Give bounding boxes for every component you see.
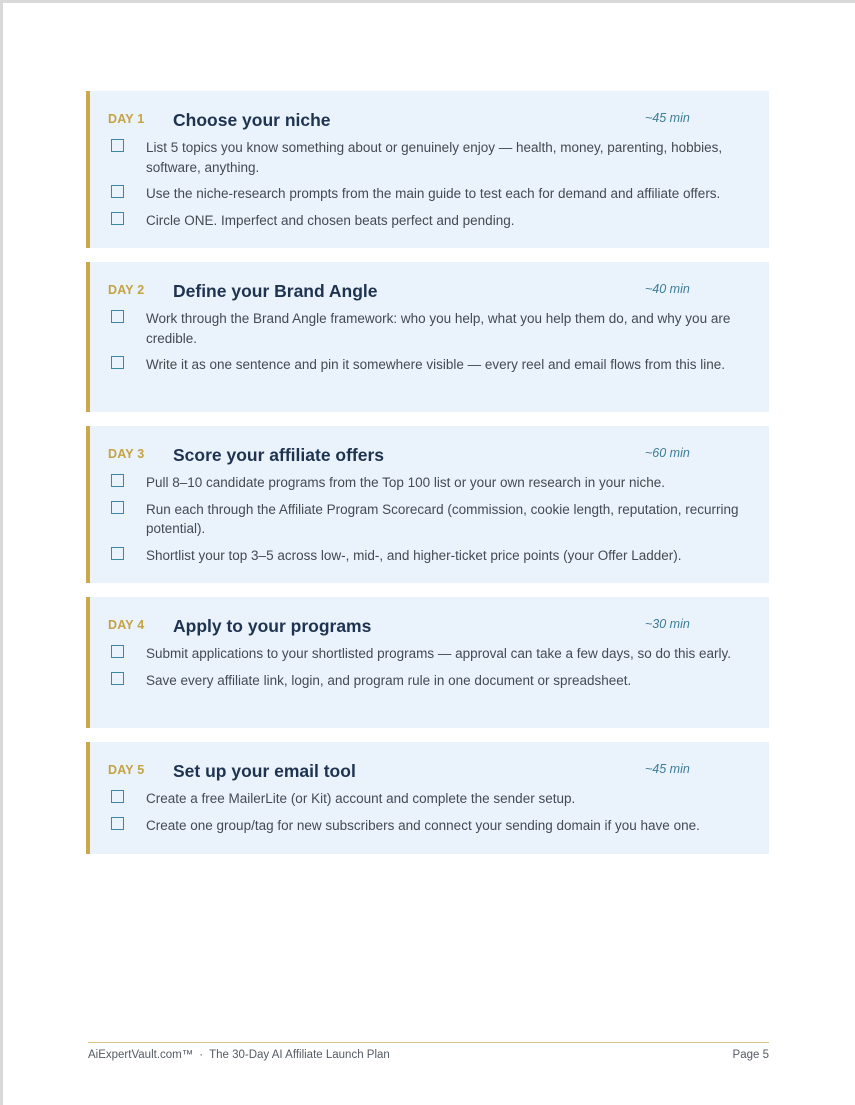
day-label: DAY 2 — [108, 283, 145, 297]
task-text: Pull 8–10 candidate programs from the Top 100 list or your own research in your niche. — [146, 475, 666, 490]
task-text: Create a free MailerLite (or Kit) account and complete the sender setup. — [146, 791, 576, 806]
day-card-5 — [86, 742, 769, 854]
task-text: Shortlist your top 3–5 across low-, mid-, and higher-ticket price points (your Offer Ladder). — [146, 547, 682, 563]
day-label: DAY 1 — [108, 112, 145, 126]
task-checkbox[interactable] — [111, 645, 124, 658]
task-text: Run each through the Affiliate Program Scorecard (commission, cookie length, reputation, recurring potential). — [146, 501, 739, 536]
task-item — [108, 789, 747, 809]
footer-left — [88, 1049, 390, 1061]
task-text: Work through the Brand Angle framework: who you help, what you help them do, and why you are credible. — [146, 311, 731, 346]
day-duration: ~45 min — [645, 111, 690, 125]
day-title: Score your affiliate offers — [173, 445, 385, 465]
day-duration: ~45 min — [645, 762, 690, 776]
day-card-2 — [86, 262, 769, 412]
day-card-4 — [86, 597, 769, 728]
task-text: Submit applications to your shortlisted programs — approval can take a few days, so do this early. — [146, 646, 732, 661]
task-text: Circle ONE. Imperfect and chosen beats perfect and pending. — [146, 212, 515, 228]
task-checkbox[interactable] — [111, 672, 124, 685]
task-checkbox[interactable] — [111, 185, 124, 198]
task-list — [108, 644, 747, 690]
task-checkbox[interactable] — [111, 356, 124, 369]
task-list — [108, 309, 747, 375]
task-checkbox[interactable] — [111, 310, 124, 323]
task-item — [108, 138, 747, 177]
day-duration: ~40 min — [645, 282, 690, 296]
day-title: Set up your email tool — [173, 761, 356, 781]
page-edge-top — [0, 0, 855, 3]
day-label: DAY 3 — [108, 447, 145, 461]
task-list — [108, 138, 747, 230]
day-card-3 — [86, 426, 769, 583]
day-card-1 — [86, 91, 769, 248]
day-label: DAY 5 — [108, 763, 145, 777]
day-header — [108, 280, 747, 306]
day-title: Apply to your programs — [173, 616, 372, 636]
day-title: Choose your niche — [173, 110, 331, 130]
footer-brand: AiExpertVault.com™ — [88, 1049, 194, 1061]
task-item — [108, 644, 747, 664]
day-header — [108, 760, 747, 786]
task-text: Save every affiliate link, login, and program rule in one document or spreadsheet. — [146, 672, 632, 688]
task-item — [108, 355, 747, 375]
task-checkbox[interactable] — [111, 790, 124, 803]
page-edge-left — [0, 0, 3, 1105]
task-item — [108, 184, 747, 204]
task-checkbox[interactable] — [111, 212, 124, 225]
task-item — [108, 211, 747, 231]
day-duration: ~30 min — [645, 617, 690, 631]
footer-doc-title: The 30-Day AI Affiliate Launch Plan — [209, 1049, 390, 1061]
day-duration: ~60 min — [645, 446, 690, 460]
task-checkbox[interactable] — [111, 501, 124, 514]
task-list — [108, 473, 747, 565]
task-item — [108, 816, 747, 836]
task-text: Write it as one sentence and pin it somewhere visible — every reel and email flows from this line. — [146, 357, 726, 372]
task-checkbox[interactable] — [111, 547, 124, 560]
day-header — [108, 444, 747, 470]
day-list — [86, 91, 769, 868]
task-text: List 5 topics you know something about or genuinely enjoy — health, money, parenting, hobbies, software, anything. — [146, 140, 723, 175]
day-header — [108, 109, 747, 135]
task-item — [108, 473, 747, 493]
day-title: Define your Brand Angle — [173, 281, 378, 301]
footer-divider — [88, 1042, 769, 1043]
task-item — [108, 309, 747, 348]
task-item — [108, 500, 747, 539]
task-checkbox[interactable] — [111, 817, 124, 830]
task-text: Use the niche-research prompts from the main guide to test each for demand and affiliate offers. — [146, 186, 721, 201]
task-item — [108, 671, 747, 691]
task-checkbox[interactable] — [111, 474, 124, 487]
task-list — [108, 789, 747, 835]
page-number: Page 5 — [732, 1049, 769, 1061]
task-checkbox[interactable] — [111, 139, 124, 152]
day-label: DAY 4 — [108, 618, 145, 632]
task-item — [108, 546, 747, 566]
task-text: Create one group/tag for new subscribers and connect your sending domain if you have one. — [146, 817, 700, 833]
day-header — [108, 615, 747, 641]
footer-separator: · — [199, 1049, 204, 1061]
